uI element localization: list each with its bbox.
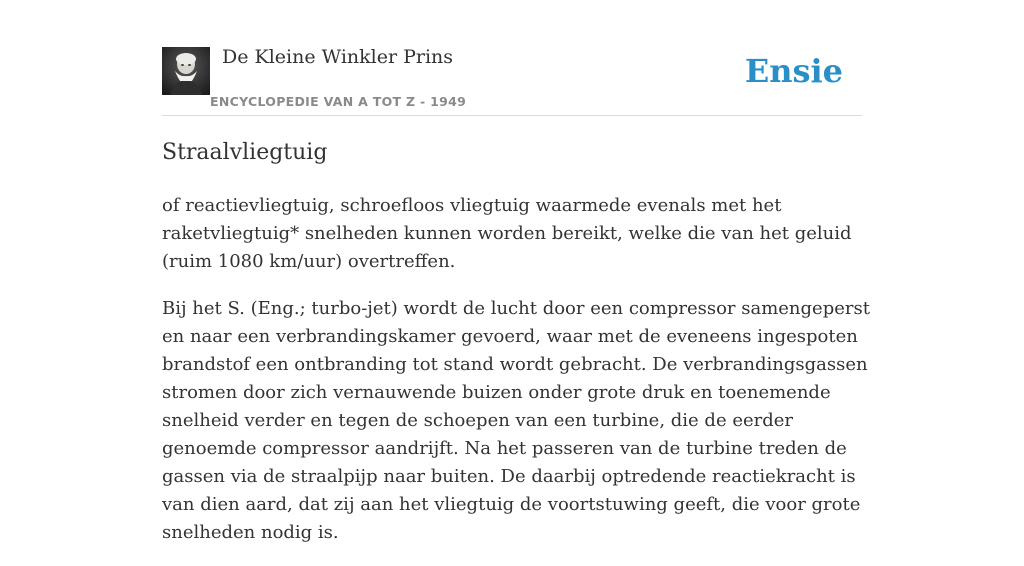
- portrait-icon: [162, 47, 210, 95]
- article-body: [162, 192, 872, 566]
- ensie-logo[interactable]: Ensie: [744, 52, 843, 90]
- author-avatar[interactable]: [162, 47, 210, 95]
- source-title[interactable]: De Kleine Winkler Prins: [222, 46, 454, 68]
- article-title: Straalvliegtuig: [162, 140, 328, 165]
- header: [162, 44, 862, 116]
- source-subtitle: ENCYCLOPEDIE VAN A TOT Z - 1949: [210, 94, 467, 109]
- article-paragraph: of reactievliegtuig, schroefloos vliegtuig waarmede evenals met het raketvliegtuig* snelheden kunnen worden bereikt, welke die van het geluid (ruim 1080 km/uur) overtreffen.: [162, 195, 852, 272]
- article-paragraph: Bij het S. (Eng.; turbo-jet) wordt de lucht door een compressor samengeperst en naar een verbrandingskamer gevoerd, waar met de eveneens ingespoten brandstof een ontbranding tot stand wordt gebracht. De verbrandingsgassen stromen door zich vernauwende buizen onder grote druk en toenemende snelheid verder en tegen de schoepen van een turbine, die de eerder genoemde compressor aandrijft. Na het passeren van de turbine treden de gassen via de straalpijp naar buiten. De daarbij optredende reactiekracht is van dien aard, dat zij aan het vliegtuig de voortstuwing geeft, die voor grote snelheden nodig is.: [162, 298, 870, 543]
